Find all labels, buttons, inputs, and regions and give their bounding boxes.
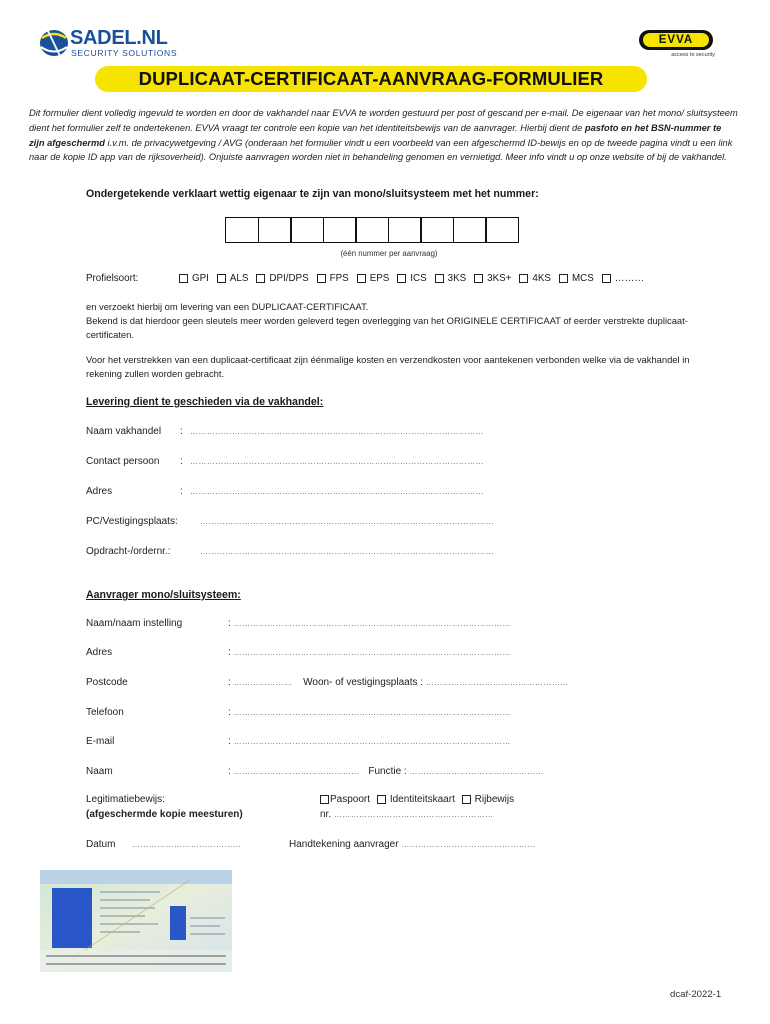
intro-text: [29, 106, 739, 165]
legitimatie-note: (afgeschermde kopie meesturen): [86, 809, 243, 820]
checkbox[interactable]: [559, 274, 568, 283]
checkbox[interactable]: [602, 274, 611, 283]
fill-line[interactable]: ……………………………………………: [425, 678, 569, 687]
profiel-option[interactable]: DPI/DPS: [256, 273, 308, 284]
system-number-boxes: [225, 217, 519, 243]
fill-line[interactable]: …………………: [233, 678, 293, 687]
fill-line[interactable]: …………………………………: [132, 840, 242, 849]
fill-line[interactable]: ……………………………………………………………………………………………: [200, 547, 494, 556]
evva-tagline: access to security: [671, 52, 715, 58]
field-email[interactable]: E-mail : ………………………………………………………………………………………: [86, 736, 511, 747]
fill-line[interactable]: ……………………………………………………………………………………………: [190, 427, 484, 436]
field-handtekening[interactable]: Handtekening aanvrager …………………………………………: [289, 839, 536, 850]
profiel-option[interactable]: ICS: [397, 273, 426, 284]
fill-line[interactable]: …………………………………………: [401, 840, 536, 849]
fill-line[interactable]: ……………………………………………………………………………………………: [190, 487, 484, 496]
field-naam-functie[interactable]: Naam : ……………………………………… Functie : …………………………………………: [86, 766, 544, 777]
field-telefoon[interactable]: Telefoon : ………………………………………………………………………………………: [86, 707, 511, 718]
cost-paragraph: Voor het verstrekken van een duplicaat-certificaat zijn éénmalige kosten en verzendkosten voor aantekenen verbonden welke via de vakhandel in rekening zullen worden gebracht.: [86, 354, 690, 379]
woonplaats-label: Woon- of vestigingsplaats :: [303, 677, 424, 688]
field-pc-vestigingsplaats[interactable]: PC/Vestigingsplaats: ……………………………………………………………………………………………: [86, 516, 494, 527]
field-postcode[interactable]: Postcode : ………………… Woon- of vestigingsplaats : ……………………………………………: [86, 677, 569, 688]
fill-line[interactable]: ………………………………………: [233, 767, 360, 776]
profiel-option[interactable]: EPS: [357, 273, 390, 284]
intro-text-part2: i.v.m. de privacywetgeving / AVG (onderaan het formulier vindt u een voorbeeld van een afgeschermd ID-bewijs en op de tweede pagina vindt u een link naar de kopie ID app van de rijksoverheid). Onjuiste aanvragen worden niet in behandeling genomen en vernietigd. Meer info vindt u op onze website of bij de vakhandel.: [29, 137, 733, 163]
profiel-option[interactable]: 3KS: [435, 273, 467, 284]
number-box[interactable]: [388, 217, 422, 243]
checkbox-rijbewijs[interactable]: [462, 795, 471, 804]
example-id-card-image: [40, 870, 232, 972]
checkbox-paspoort[interactable]: [320, 795, 329, 804]
number-box[interactable]: [225, 217, 259, 243]
number-box[interactable]: [355, 217, 389, 243]
profiel-label: Profielsoort:: [86, 273, 139, 284]
sadel-logo-sub: SECURITY SOLUTIONS: [71, 48, 178, 58]
sadel-logo-text: SADEL.NL: [70, 27, 168, 49]
checkbox-identiteitskaart[interactable]: [377, 795, 386, 804]
legitimatie-options: Paspoort Identiteitskaart Rijbewijs: [320, 794, 514, 805]
profiel-option[interactable]: MCS: [559, 273, 594, 284]
fill-line[interactable]: ……………………………………………………………………………………………: [190, 457, 484, 466]
fill-line[interactable]: ………………………………………………………………………………………: [233, 648, 511, 657]
request-paragraph: [86, 300, 726, 342]
field-adres-vakhandel[interactable]: Adres : ……………………………………………………………………………………………: [86, 486, 484, 497]
checkbox[interactable]: [397, 274, 406, 283]
checkbox[interactable]: [179, 274, 188, 283]
number-box[interactable]: [290, 217, 324, 243]
form-title: DUPLICAAT-CERTIFICAAT-AANVRAAG-FORMULIER: [95, 66, 647, 92]
levering-heading: Levering dient te geschieden via de vakhandel:: [86, 396, 324, 408]
request-line-1: en verzoekt hierbij om levering van een DUPLICAAT-CERTIFICAAT.: [86, 301, 369, 312]
number-note: (één nummer per aanvraag): [340, 249, 438, 258]
number-box[interactable]: [323, 217, 357, 243]
profiel-option[interactable]: ………: [602, 273, 644, 284]
checkbox[interactable]: [474, 274, 483, 283]
id-card-icon: [40, 870, 232, 972]
field-naam-instelling[interactable]: Naam/naam instelling : ………………………………………………………………………………………: [86, 618, 511, 629]
checkbox[interactable]: [357, 274, 366, 283]
number-box[interactable]: [485, 217, 519, 243]
declaration: Ondergetekende verklaart wettig eigenaar te zijn van mono/sluitsysteem met het nummer:: [86, 188, 539, 200]
field-opdracht-ordernr[interactable]: Opdracht-/ordernr.: ……………………………………………………………………………………………: [86, 546, 494, 557]
field-contact-persoon[interactable]: Contact persoon : ……………………………………………………………………………………………: [86, 456, 484, 467]
profiel-row: [86, 273, 652, 284]
field-adres-aanvrager[interactable]: Adres : ………………………………………………………………………………………: [86, 647, 511, 658]
number-box[interactable]: [258, 217, 292, 243]
number-box[interactable]: [420, 217, 454, 243]
functie-label: Functie :: [368, 766, 407, 777]
checkbox[interactable]: [317, 274, 326, 283]
number-box[interactable]: [453, 217, 487, 243]
fill-line[interactable]: ………………………………………………………………………………………: [233, 619, 511, 628]
legitimatie-label: Legitimatiebewijs:: [86, 794, 165, 805]
fill-line[interactable]: …………………………………………: [409, 767, 544, 776]
footer-code: dcaf-2022-1: [670, 989, 722, 1000]
profiel-option[interactable]: ALS: [217, 273, 249, 284]
checkbox[interactable]: [519, 274, 528, 283]
checkbox[interactable]: [217, 274, 226, 283]
aanvrager-heading: Aanvrager mono/sluitsysteem:: [86, 589, 241, 601]
field-id-nr[interactable]: nr. …………………………………………………: [320, 809, 494, 820]
profiel-option[interactable]: FPS: [317, 273, 349, 284]
field-datum[interactable]: Datum …………………………………: [86, 839, 242, 850]
profiel-option[interactable]: 3KS+: [474, 273, 511, 284]
profiel-option[interactable]: GPI: [179, 273, 209, 284]
intro-text-bold: pasfoto en het BSN-nummer te zijn afgeschermd: [29, 122, 722, 148]
field-naam-vakhandel[interactable]: Naam vakhandel : ……………………………………………………………………………………………: [86, 426, 484, 437]
checkbox[interactable]: [435, 274, 444, 283]
fill-line[interactable]: …………………………………………………: [333, 810, 494, 819]
request-line-2: Bekend is dat hierdoor geen sleutels meer worden geleverd tegen overlegging van het ORIGINELE CERTIFICAAT of eerder verstrekte duplicaat-certificaten.: [86, 315, 688, 340]
checkbox[interactable]: [256, 274, 265, 283]
intro-text-part1: Dit formulier dient volledig ingevuld te worden en door de vakhandel naar EVVA te worden gestuurd per post of gescand per e-mail. De eigenaar van het mono/ sluitsysteem dient het formulier zelf te ondertekenen. EVVA vraagt ter controle een kopie van het identiteitsbewijs van de aanvrager. Hierbij dient de: [29, 108, 738, 133]
fill-line[interactable]: ………………………………………………………………………………………: [233, 708, 511, 717]
fill-line[interactable]: ……………………………………………………………………………………………: [200, 517, 494, 526]
fill-line[interactable]: ………………………………………………………………………………………: [233, 737, 511, 746]
evva-logo-text: EVVA: [643, 33, 709, 47]
profiel-option[interactable]: 4KS: [519, 273, 551, 284]
evva-logo: [639, 30, 715, 60]
